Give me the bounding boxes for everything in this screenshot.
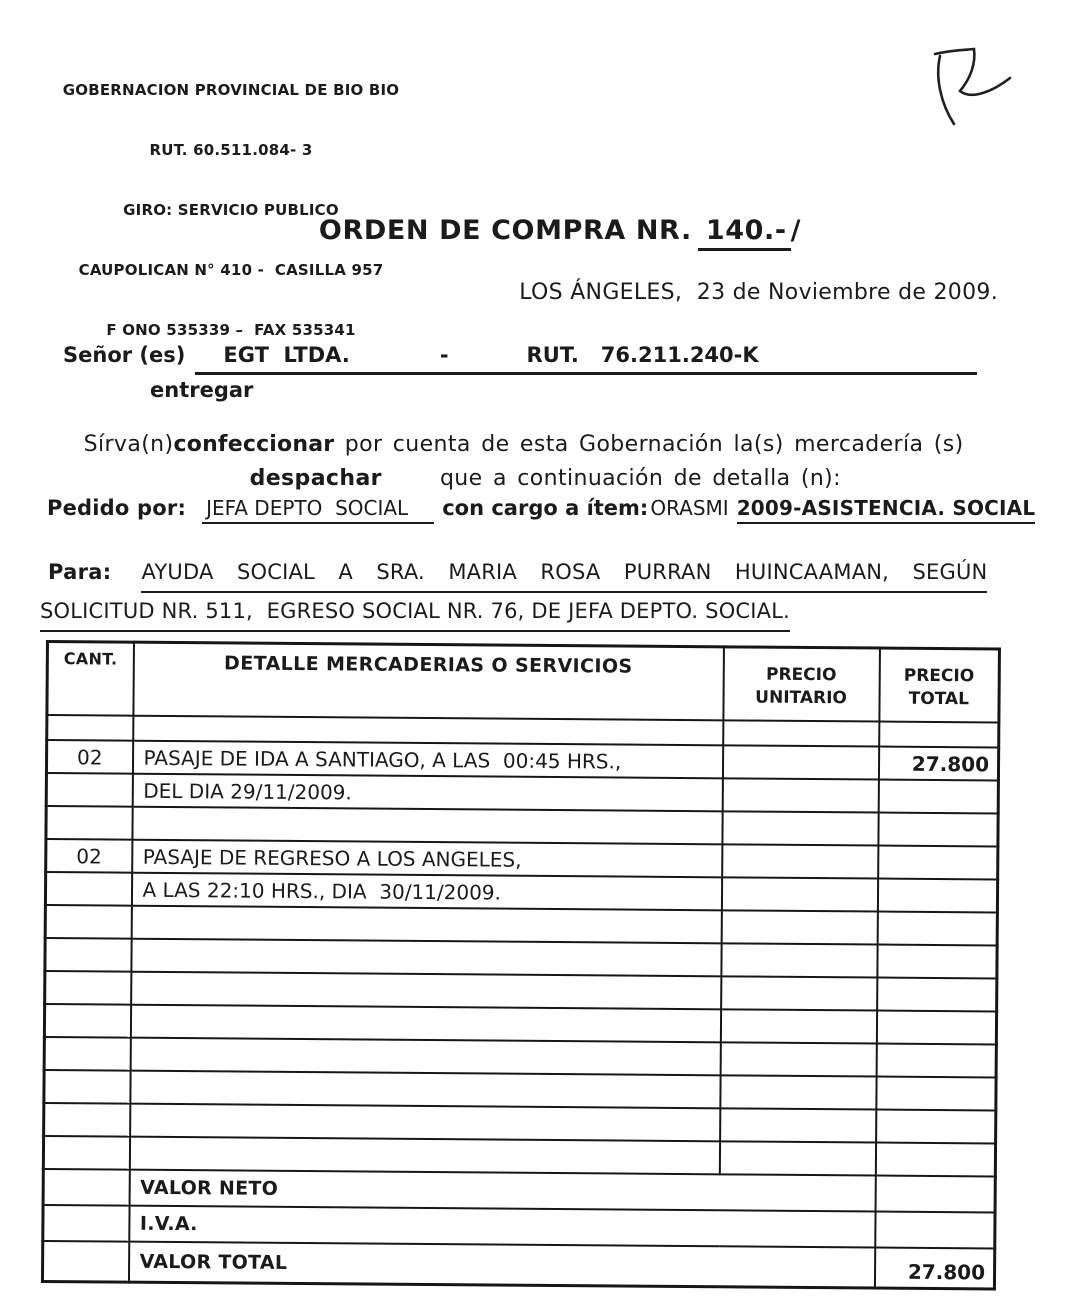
purpose-block bbox=[40, 554, 1032, 632]
cell-total-price bbox=[878, 813, 998, 847]
header-total-price: PRECIO TOTAL bbox=[879, 648, 1000, 722]
summary-row bbox=[42, 1241, 994, 1289]
cell-unit-price bbox=[720, 1009, 876, 1043]
cell-unit-price bbox=[722, 745, 878, 779]
cell-total-price bbox=[875, 1143, 995, 1177]
charge-program: ORASMI bbox=[650, 496, 729, 520]
cell-qty bbox=[46, 806, 132, 840]
cell-unit-price bbox=[720, 1075, 876, 1109]
instruction-line-1-rest: por cuenta de esta Gobernación la(s) mercadería (s) bbox=[334, 432, 964, 457]
cell-qty bbox=[43, 1205, 129, 1242]
cell-qty bbox=[46, 773, 132, 807]
title-suffix: / bbox=[790, 215, 802, 246]
cell-unit-price bbox=[722, 844, 878, 878]
cell-qty bbox=[47, 715, 133, 741]
ordered-by-value: JEFA DEPTO SOCIAL bbox=[202, 496, 434, 524]
instruction-prefix: Sírva(n) bbox=[83, 432, 174, 457]
cell-qty bbox=[44, 1037, 130, 1071]
cell-qty: 02 bbox=[46, 839, 132, 873]
items-table-wrapper bbox=[41, 640, 1001, 1290]
cell-qty: 02 bbox=[46, 740, 132, 774]
letterhead-phone-fax: F ONO 535339 – FAX 535341 bbox=[106, 321, 356, 339]
cell-detail: A LAS 22:10 HRS., DIA 30/11/2009. bbox=[131, 873, 721, 911]
summary-label: VALOR NETO bbox=[129, 1170, 875, 1212]
cell-unit-price bbox=[720, 1042, 876, 1076]
cell-qty bbox=[43, 1169, 129, 1206]
recipient-line bbox=[63, 343, 977, 375]
order-table-body bbox=[42, 715, 998, 1289]
cell-detail bbox=[131, 972, 721, 1010]
instruction-line-2-rest: que a continuación de detalla (n): bbox=[439, 466, 841, 491]
header-qty: CANT. bbox=[47, 642, 134, 716]
summary-value: 27.800 bbox=[874, 1248, 994, 1289]
cell-total-price bbox=[877, 912, 997, 946]
purpose-line-2: SOLICITUD NR. 511, EGRESO SOCIAL NR. 76, DE JEFA DEPTO. SOCIAL. bbox=[40, 593, 790, 632]
summary-value bbox=[875, 1176, 995, 1213]
verb-entregar: entregar bbox=[150, 378, 254, 402]
letterhead-rut: RUT. 60.511.084- 3 bbox=[149, 141, 313, 159]
cell-total-price bbox=[877, 978, 997, 1012]
recipient-name: EGT LTDA. bbox=[223, 343, 350, 367]
cell-unit-price bbox=[722, 811, 878, 845]
letterhead-address: CAUPOLICAN N° 410 - CASILLA 957 bbox=[78, 261, 384, 279]
recipient-separator: - bbox=[439, 343, 449, 367]
cell-qty bbox=[44, 1004, 130, 1038]
purpose-first-row bbox=[40, 554, 1032, 593]
cell-detail: PASAJE DE REGRESO A LOS ANGELES, bbox=[132, 840, 722, 878]
title-prefix: ORDEN DE COMPRA NR. bbox=[318, 215, 692, 246]
cell-unit-price bbox=[722, 778, 878, 812]
cell-unit-price bbox=[723, 720, 879, 746]
cell-qty bbox=[42, 1241, 128, 1282]
cell-total-price bbox=[878, 846, 998, 880]
place-and-date: LOS ÁNGELES, 23 de Noviembre de 2009. bbox=[519, 280, 998, 305]
cell-total-price bbox=[877, 945, 997, 979]
cell-unit-price bbox=[721, 943, 877, 977]
document-title bbox=[0, 184, 1072, 282]
verb-confeccionar: confeccionar bbox=[173, 432, 335, 457]
summary-label: VALOR TOTAL bbox=[128, 1242, 874, 1288]
verb-despachar: despachar bbox=[249, 466, 382, 491]
cell-qty bbox=[44, 1103, 130, 1137]
cell-detail: DEL DIA 29/11/2009. bbox=[132, 774, 722, 812]
purpose-line-1: AYUDA SOCIAL A SRA. MARIA ROSA PURRAN HUINCAAMAN, SEGÚN bbox=[141, 554, 987, 593]
cell-detail bbox=[132, 807, 722, 845]
cell-qty bbox=[45, 938, 131, 972]
cell-total-price bbox=[876, 1077, 996, 1111]
summary-value bbox=[875, 1212, 995, 1249]
cell-qty bbox=[45, 872, 131, 906]
cell-unit-price bbox=[721, 910, 877, 944]
handwritten-mark-icon bbox=[898, 26, 1038, 141]
charge-to-item-label: con cargo a ítem: bbox=[442, 496, 649, 520]
cell-detail bbox=[130, 1038, 720, 1076]
cell-total-price bbox=[876, 1110, 996, 1144]
purpose-second-row bbox=[40, 593, 1032, 632]
recipient-rut: RUT. 76.211.240-K bbox=[526, 343, 759, 367]
cell-detail bbox=[130, 1104, 720, 1142]
cell-qty bbox=[44, 1070, 130, 1104]
cell-detail bbox=[130, 1071, 720, 1109]
letterhead-giro: GIRO: SERVICIO PUBLICO bbox=[123, 201, 339, 219]
letterhead-org-name: GOBERNACION PROVINCIAL DE BIO BIO bbox=[62, 81, 400, 99]
summary-label: I.V.A. bbox=[129, 1206, 875, 1248]
items-table bbox=[41, 640, 1001, 1290]
cell-detail: PASAJE DE IDA A SANTIAGO, A LAS 00:45 HRS., bbox=[132, 741, 722, 779]
table-header-row bbox=[47, 642, 1000, 723]
cell-total-price bbox=[876, 1011, 996, 1045]
order-number: 140.- bbox=[698, 215, 791, 251]
ordered-by-label: Pedido por: bbox=[47, 496, 187, 520]
purpose-label: Para: bbox=[48, 560, 112, 584]
charge-item: 2009-ASISTENCIA. SOCIAL bbox=[737, 496, 1036, 524]
cell-qty bbox=[43, 1136, 129, 1170]
cell-unit-price bbox=[719, 1141, 875, 1175]
cell-total-price bbox=[878, 780, 998, 814]
ordered-by-line bbox=[47, 496, 1035, 524]
cell-total-price bbox=[877, 879, 997, 913]
cell-detail bbox=[130, 1005, 720, 1043]
header-detail: DETALLE MERCADERIAS O SERVICIOS bbox=[133, 642, 724, 720]
cell-total-price bbox=[876, 1044, 996, 1078]
cell-detail bbox=[131, 906, 721, 944]
cell-detail bbox=[131, 939, 721, 977]
cell-unit-price bbox=[721, 877, 877, 911]
cell-qty bbox=[45, 905, 131, 939]
cell-detail bbox=[129, 1137, 719, 1175]
recipient-label: Señor (es) bbox=[63, 343, 186, 367]
cell-unit-price bbox=[721, 976, 877, 1010]
cell-total-price: 27.800 bbox=[878, 747, 998, 781]
header-unit-price: PRECIO UNITARIO bbox=[723, 647, 880, 722]
recipient-blank-line bbox=[195, 343, 977, 375]
cell-unit-price bbox=[720, 1108, 876, 1142]
cell-total-price bbox=[879, 722, 999, 748]
cell-qty bbox=[45, 971, 131, 1005]
